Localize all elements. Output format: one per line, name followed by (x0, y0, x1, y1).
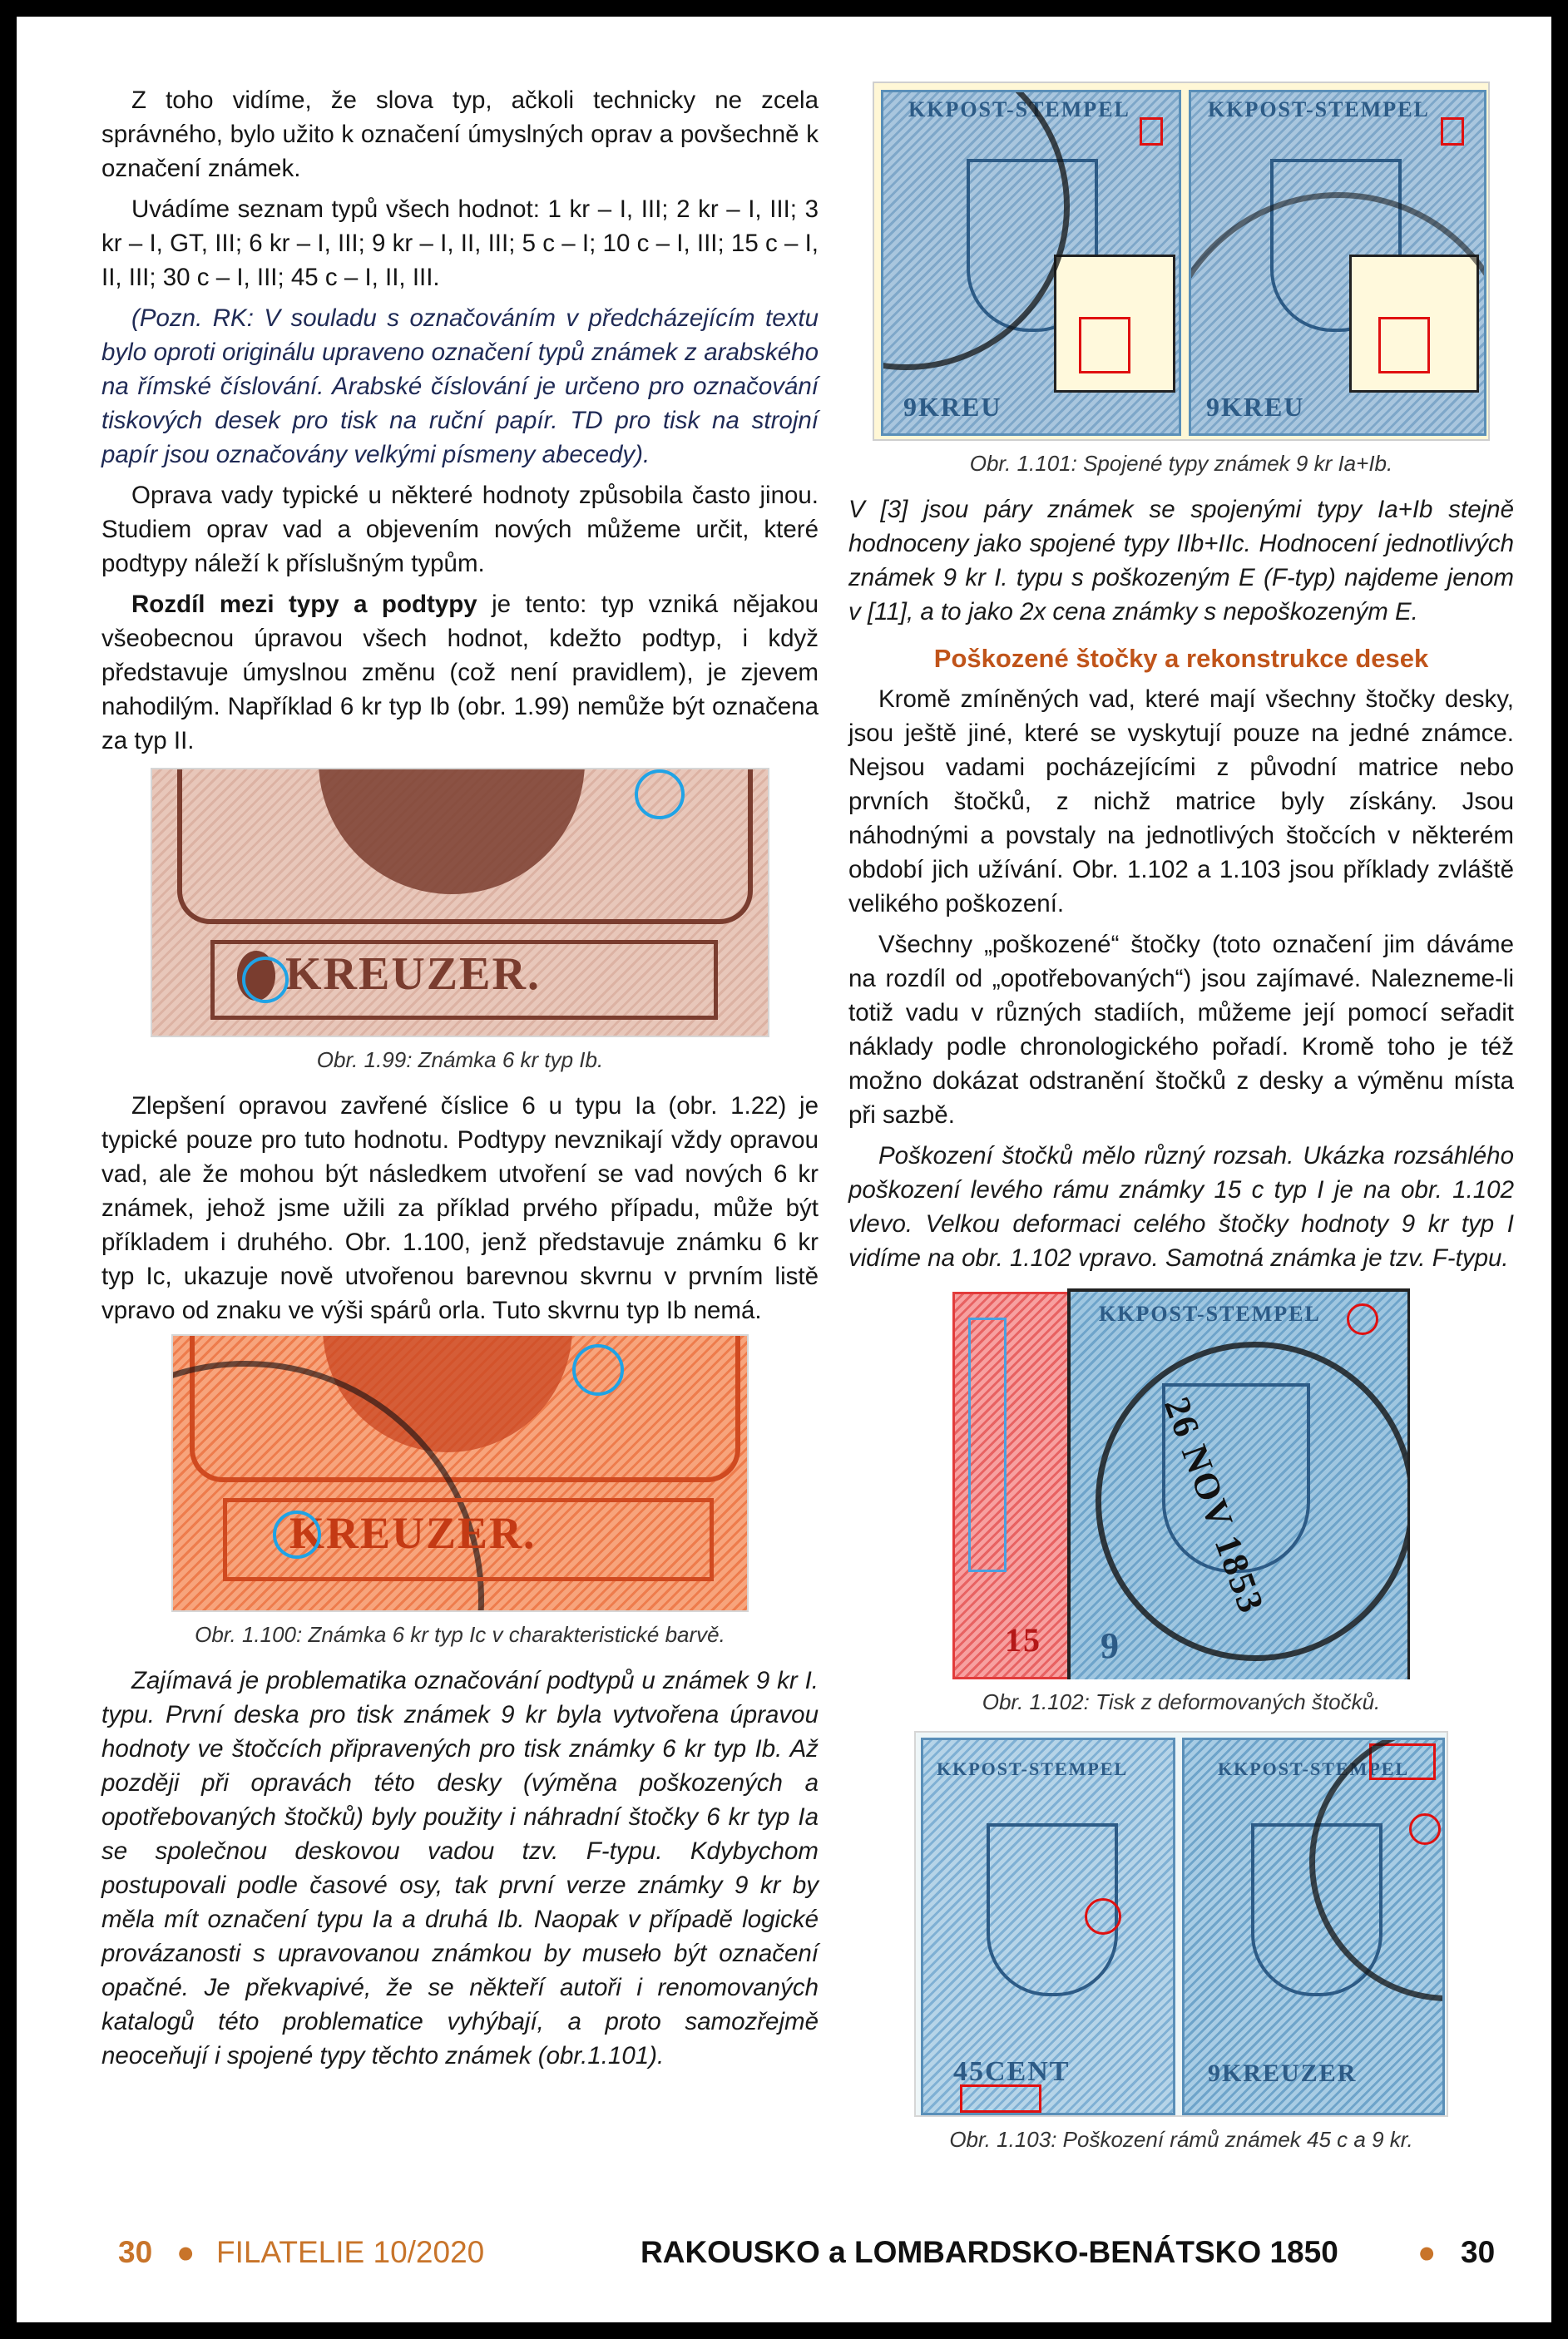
value-label: 15 (1005, 1621, 1041, 1659)
figure-1-102 (952, 1288, 1410, 1679)
highlight-circle (1085, 1898, 1121, 1935)
postmark-date: 26 NOV 1853 (1156, 1392, 1273, 1619)
value-label: 9KREUZER (1208, 2060, 1358, 2087)
frame-bottom-text: 9KREU (903, 392, 1002, 422)
stamp-9kr-deformed (1067, 1288, 1410, 1679)
stamp-9kr-right (1189, 90, 1486, 436)
section-title: RAKOUSKO a LOMBARDSKO-BENÁTSKO 1850 (641, 2235, 1338, 2269)
highlight-box (1140, 117, 1163, 146)
figure-1-101 (873, 82, 1490, 441)
paragraph (101, 587, 819, 758)
highlight-circle (1347, 1303, 1378, 1335)
postmark (1096, 1342, 1410, 1661)
left-frame-damage (968, 1318, 1007, 1572)
highlight-circle (635, 769, 685, 819)
magazine-page (17, 17, 1551, 2322)
left-column (101, 83, 819, 2079)
paragraph-rest: je tento: typ vzniká nějakou všeobecnou úpravou všech hodnot, kdežto podtyp, i když představuje úmyslnou změnu (což není pravidlem), je zjevem nahodilým. Například 6 kr typ Ib (obr. 1.99) nemůže být označena za typ II. (101, 591, 819, 754)
figure-caption: Obr. 1.101: Spojené typy známek 9 kr Ia+Ib. (969, 451, 1393, 476)
page-number-left: 30 (118, 2235, 153, 2269)
value-label: KREUZER. (285, 948, 541, 1000)
bullet-dot: ● (176, 2235, 195, 2269)
value-label: 9 (1101, 1625, 1120, 1666)
frame-top-text: KKPOST-STEMPEL (1208, 97, 1430, 121)
section-heading: Poškozené štočky a rekonstrukce desek (933, 644, 1429, 673)
stamp-15c-red (952, 1292, 1074, 1679)
paragraph: Poškození štočků mělo různý rozsah. Ukázka rozsáhlého poškození levého rámu známky 15 c typ I je na obr. 1.102 vlevo. Velkou deformaci celého štočky hodnoty 9 kr typ I vidíme na obr. 1.102 vpravo. Samotná známka je tzv. F-typu. (848, 1142, 1514, 1272)
figure-1-99 (151, 768, 769, 1037)
figure-caption: Obr. 1.102: Tisk z deformovaných štočků. (982, 1689, 1381, 1714)
postmark (1189, 192, 1486, 436)
value-label: KREUZER. (289, 1508, 537, 1558)
highlight-circle (572, 1344, 624, 1396)
editor-note: (Pozn. RK: V souladu s označováním v předcházejícím textu bylo oproti originálu upraveno označení typů známek z arabského na římské číslování. Arabské číslování je určeno pro označování tiskových desek pro tisk na ruční papír. TD pro tisk na strojní papír jsou označovány velkými písmeny abecedy). (101, 304, 819, 468)
frame-bottom-text: 9KREU (1206, 392, 1305, 422)
highlight-circle (273, 1511, 321, 1559)
frame-top-text: KKPOST-STEMPEL (1218, 1758, 1410, 1779)
magazine-title: FILATELIE 10/2020 (216, 2235, 485, 2269)
figure-1-103 (914, 1731, 1448, 2117)
figure-1-100 (171, 1334, 749, 1612)
stamp-45c (921, 1738, 1175, 2115)
right-column (848, 82, 1514, 2168)
paragraph: Oprava vady typické u některé hodnoty způsobila často jinou. Studiem oprav vad a objevením nových můžeme určit, které podtypy náleží k příslušným typům. (101, 482, 819, 577)
highlight-circle (242, 957, 289, 1003)
stamp-6kr-orange (173, 1336, 747, 1610)
figure-caption: Obr. 1.99: Známka 6 kr typ Ib. (316, 1047, 604, 1072)
page-footer (100, 2229, 1514, 2276)
figure-caption: Obr. 1.100: Známka 6 kr typ Ic v charakteristické barvě. (195, 1622, 725, 1647)
stamp-9kr (1182, 1738, 1445, 2115)
bold-lead: Rozdíl mezi typy a podtypy (131, 591, 477, 618)
paragraph: Všechny „poškozené“ štočky (toto označení jim dáváme na rozdíl od „opotřebovaných“) jsou zajímavé. Nalezneme-li totiž vadu v různých stadiích, můžeme její pomocí seřadit náklady podle chronologického pořadí. Kromě toho je též možno dokázat odstranění štočků z desky a výměnu místa při sazbě. (848, 931, 1514, 1129)
paragraph: Zlepšení opravou zavřené číslice 6 u typu Ia (obr. 1.22) je typické pouze pro tuto hodnotu. Podtypy nevznikají vždy opravou vad, ale že mohou být následkem utvoření se vad nových 6 kr známek, jehož jsme užili za příklad prvého případu, může být příkladem i druhého. Obr. 1.100, jenž představuje známku 6 kr typ Ic, ukazuje nově utvořenou barevnou skvrnu v prvním listě vpravo od znaku ve výši spárů orla. Tuto skvrnu typ Ib nemá. (101, 1092, 819, 1324)
figure-caption: Obr. 1.103: Poškození rámů známek 45 c a 9 kr. (949, 2127, 1413, 2152)
paragraph: V [3] jsou páry známek se spojenými typy Ia+Ib stejně hodnoceny jako spojené typy IIb+IIc. Hodnocení jednotlivých známek 9 kr I. typu s poškozeným E (F-typ) najdeme jenom v [11], a to jako 2x cena známky s nepoškozeným E. (848, 496, 1514, 626)
paragraph: Kromě zmíněných vad, které mají všechny štočky desky, jsou ještě jiné, které se vyskytují pouze na jedné známce. Nejsou vadami pocházejícími z původní matrice nebo prvních štočků, z nichž matrice byly získány. Jsou náhodnými a povstaly na jednotlivých štočcích v některém období jich užívání. Obr. 1.102 a 1.103 jsou příklady zvláště velikého poškození. (848, 685, 1514, 917)
highlight-box (1079, 317, 1130, 373)
paragraph: Z toho vidíme, že slova typ, ačkoli technicky ne zcela správného, bylo užito k označení úmyslných oprav a povšechně k označení známek. (101, 87, 819, 182)
highlight-box (1441, 117, 1464, 146)
page-number-right: 30 (1461, 2235, 1496, 2269)
stamp-6kr-brown (152, 769, 768, 1036)
frame-top-text: KKPOST-STEMPEL (908, 97, 1130, 121)
bullet-dot: ● (1417, 2235, 1437, 2269)
frame-top-text: KKPOST-STEMPEL (937, 1758, 1129, 1779)
stamp-9kr-left (881, 90, 1181, 436)
highlight-box (960, 2084, 1041, 2113)
frame-top-text: KKPOST-STEMPEL (1099, 1302, 1321, 1326)
value-label: 45CENT (953, 2056, 1071, 2087)
paragraph: Zajímavá je problematika označování podtypů u známek 9 kr I. typu. První deska pro tisk známek 9 kr byla vytvořena úpravou hodnoty ve štočcích připravených pro tisk známky 6 kr typ Ib. Až později při opravách této desky (výměna poškozených a opotřebovaných štočků) byly použity i náhradní štočky 6 kr typ Ia se společnou deskovou vadou tzv. F-typu. Kdybychom postupovali podle časové osy, tak první verze známky 9 kr by měla mít označení typu Ia a druhá Ib. Naopak v případě logické provázanosti s upravovanou známkou by museło být označení opačné. Je překvapivé, že se někteří autoři i renomovaných katalogů této problematice vyhýbají, a proto samozřejmě neoceňují i spojené typy těchto známek (obr.1.101). (101, 1667, 819, 2069)
paragraph: Uvádíme seznam typů všech hodnot: 1 kr – I, III; 2 kr – I, III; 3 kr – I, GT, III; 6 kr – I, III; 9 kr – I, II, III; 5 c – I; 10 c – I, III; 15 c – I, II, III; 30 c – I, III; 45 c – I, II, III. (101, 195, 819, 291)
